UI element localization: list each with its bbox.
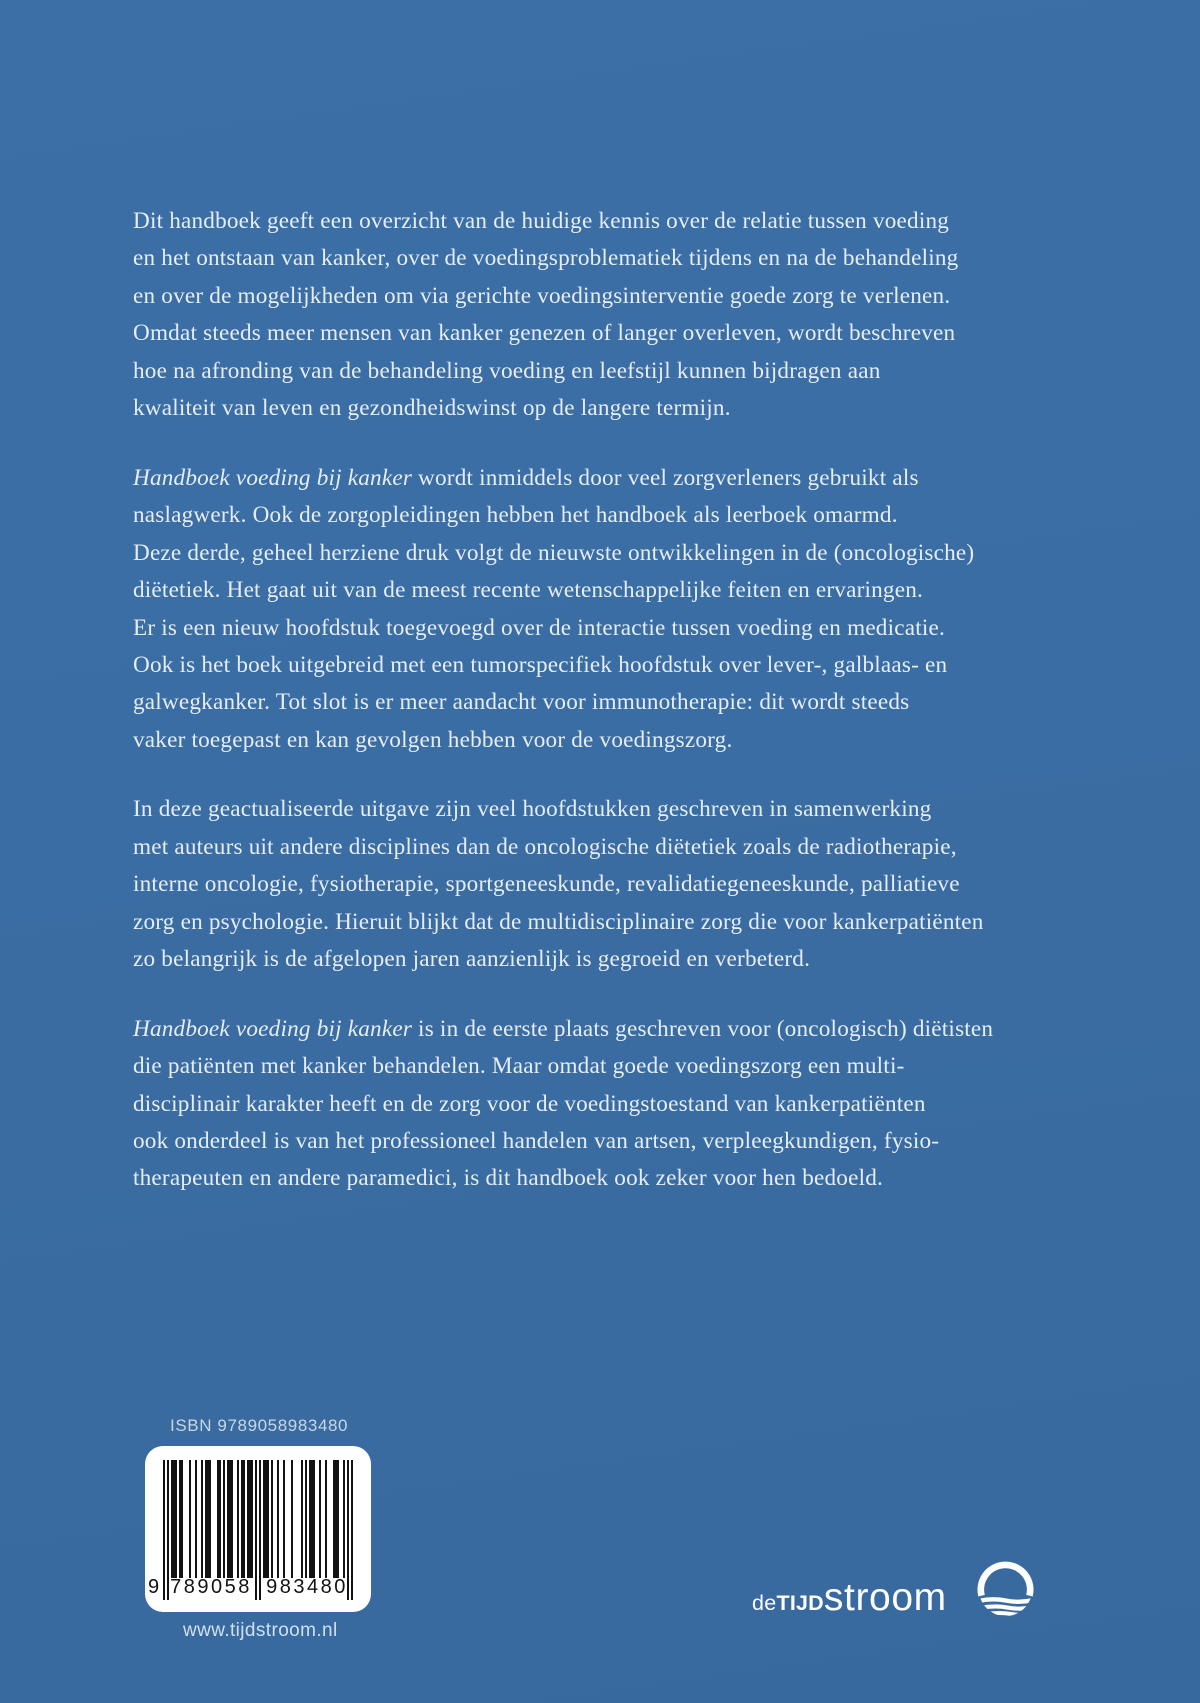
book-title-italic: Handboek voeding bij kanker — [133, 1015, 413, 1042]
logo-text-de: de — [752, 1591, 777, 1615]
text-line: Handboek voeding bij kanker is in de eerste plaats geschreven voor (oncologisch) diëtisten — [133, 1015, 994, 1042]
text-line: galwegkanker. Tot slot is er meer aandacht voor immunotherapie: dit wordt steeds — [133, 689, 910, 716]
text-line: en het ontstaan van kanker, over de voedingsproblematiek tijdens en na de behandeling — [133, 245, 959, 272]
text-line: Ook is het boek uitgebreid met een tumorspecifiek hoofdstuk over lever-, galblaas- en — [133, 651, 948, 678]
paragraph-audience — [133, 1011, 993, 1198]
text-line: ook onderdeel is van het professioneel handelen van artsen, verpleegkundigen, fysio- — [133, 1127, 940, 1154]
text-line: Deze derde, geheel herziene druk volgt de nieuwste ontwikkelingen in de (oncologische) — [133, 539, 975, 566]
barcode-digits-left: 789058 — [170, 1576, 252, 1598]
book-title-italic: Handboek voeding bij kanker — [133, 464, 413, 491]
publisher-logo-wordmark — [752, 1576, 947, 1620]
text-line: Er is een nieuw hoofdstuk toegevoegd over de interactie tussen voeding en medicatie. — [133, 614, 946, 641]
text-line: naslagwerk. Ook de zorgopleidingen hebben het handboek als leerboek omarmd. — [133, 502, 898, 529]
text-line: hoe na afronding van de behandeling voeding en leefstijl kunnen bijdragen aan — [133, 357, 881, 384]
logo-text-tijd: TIJD — [776, 1591, 824, 1615]
barcode-digits — [147, 1576, 355, 1599]
isbn-barcode — [145, 1446, 371, 1612]
text-line: disciplinair karakter heeft en de zorg voor de voedingstoestand van kankerpatiënten — [133, 1090, 926, 1117]
text-line: diëtetiek. Het gaat uit van de meest recente wetenschappelijke feiten en ervaringen. — [133, 577, 924, 604]
text-line: vaker toegepast en kan gevolgen hebben voor de voedingszorg. — [133, 726, 733, 753]
text-line: zorg en psychologie. Hieruit blijkt dat de multidisciplinaire zorg die voor kankerpatiënten — [133, 908, 984, 935]
text-line: Handboek voeding bij kanker wordt inmiddels door veel zorgverleners gebruikt als — [133, 464, 919, 491]
text-line: met auteurs uit andere disciplines dan de oncologische diëtetiek zoals de radiotherapie, — [133, 833, 957, 860]
logo-text-stroom: stroom — [823, 1576, 947, 1619]
text-line: die patiënten met kanker behandelen. Maar omdat goede voedingszorg een multi- — [133, 1053, 905, 1080]
barcode-digits-right: 983480 — [266, 1576, 348, 1598]
text-line: therapeuten en andere paramedici, is dit handboek ook zeker voor hen bedoeld. — [133, 1165, 884, 1192]
text-line: zo belangrijk is de afgelopen jaren aanzienlijk is gegroeid en verbeterd. — [133, 946, 811, 973]
publisher-website-url: www.tijdstroom.nl — [183, 1620, 338, 1641]
paragraph-intro — [133, 203, 993, 428]
paragraph-edition — [133, 460, 993, 760]
text-line: kwaliteit van leven en gezondheidswinst op de langere termijn. — [133, 395, 731, 422]
paragraph-collaboration — [133, 791, 993, 978]
text-line: interne oncologie, fysiotherapie, sportgeneeskunde, revalidatiegeneeskunde, palliatieve — [133, 871, 960, 898]
isbn-label: ISBN 9789058983480 — [170, 1416, 349, 1435]
text-line: Dit handboek geeft een overzicht van de huidige kennis over de relatie tussen voeding — [133, 208, 950, 234]
text-line: Omdat steeds meer mensen van kanker genezen of langer overleven, wordt beschreven — [133, 320, 956, 347]
barcode-digit-lead: 9 — [148, 1576, 160, 1598]
text-line: In deze geactualiseerde uitgave zijn veel hoofdstukken geschreven in samenwerking — [133, 796, 932, 823]
text-line: en over de mogelijkheden om via gerichte voedingsinterventie goede zorg te verlenen. — [133, 282, 951, 309]
sun-over-water-icon — [977, 1561, 1034, 1618]
back-cover-text — [133, 203, 993, 1230]
